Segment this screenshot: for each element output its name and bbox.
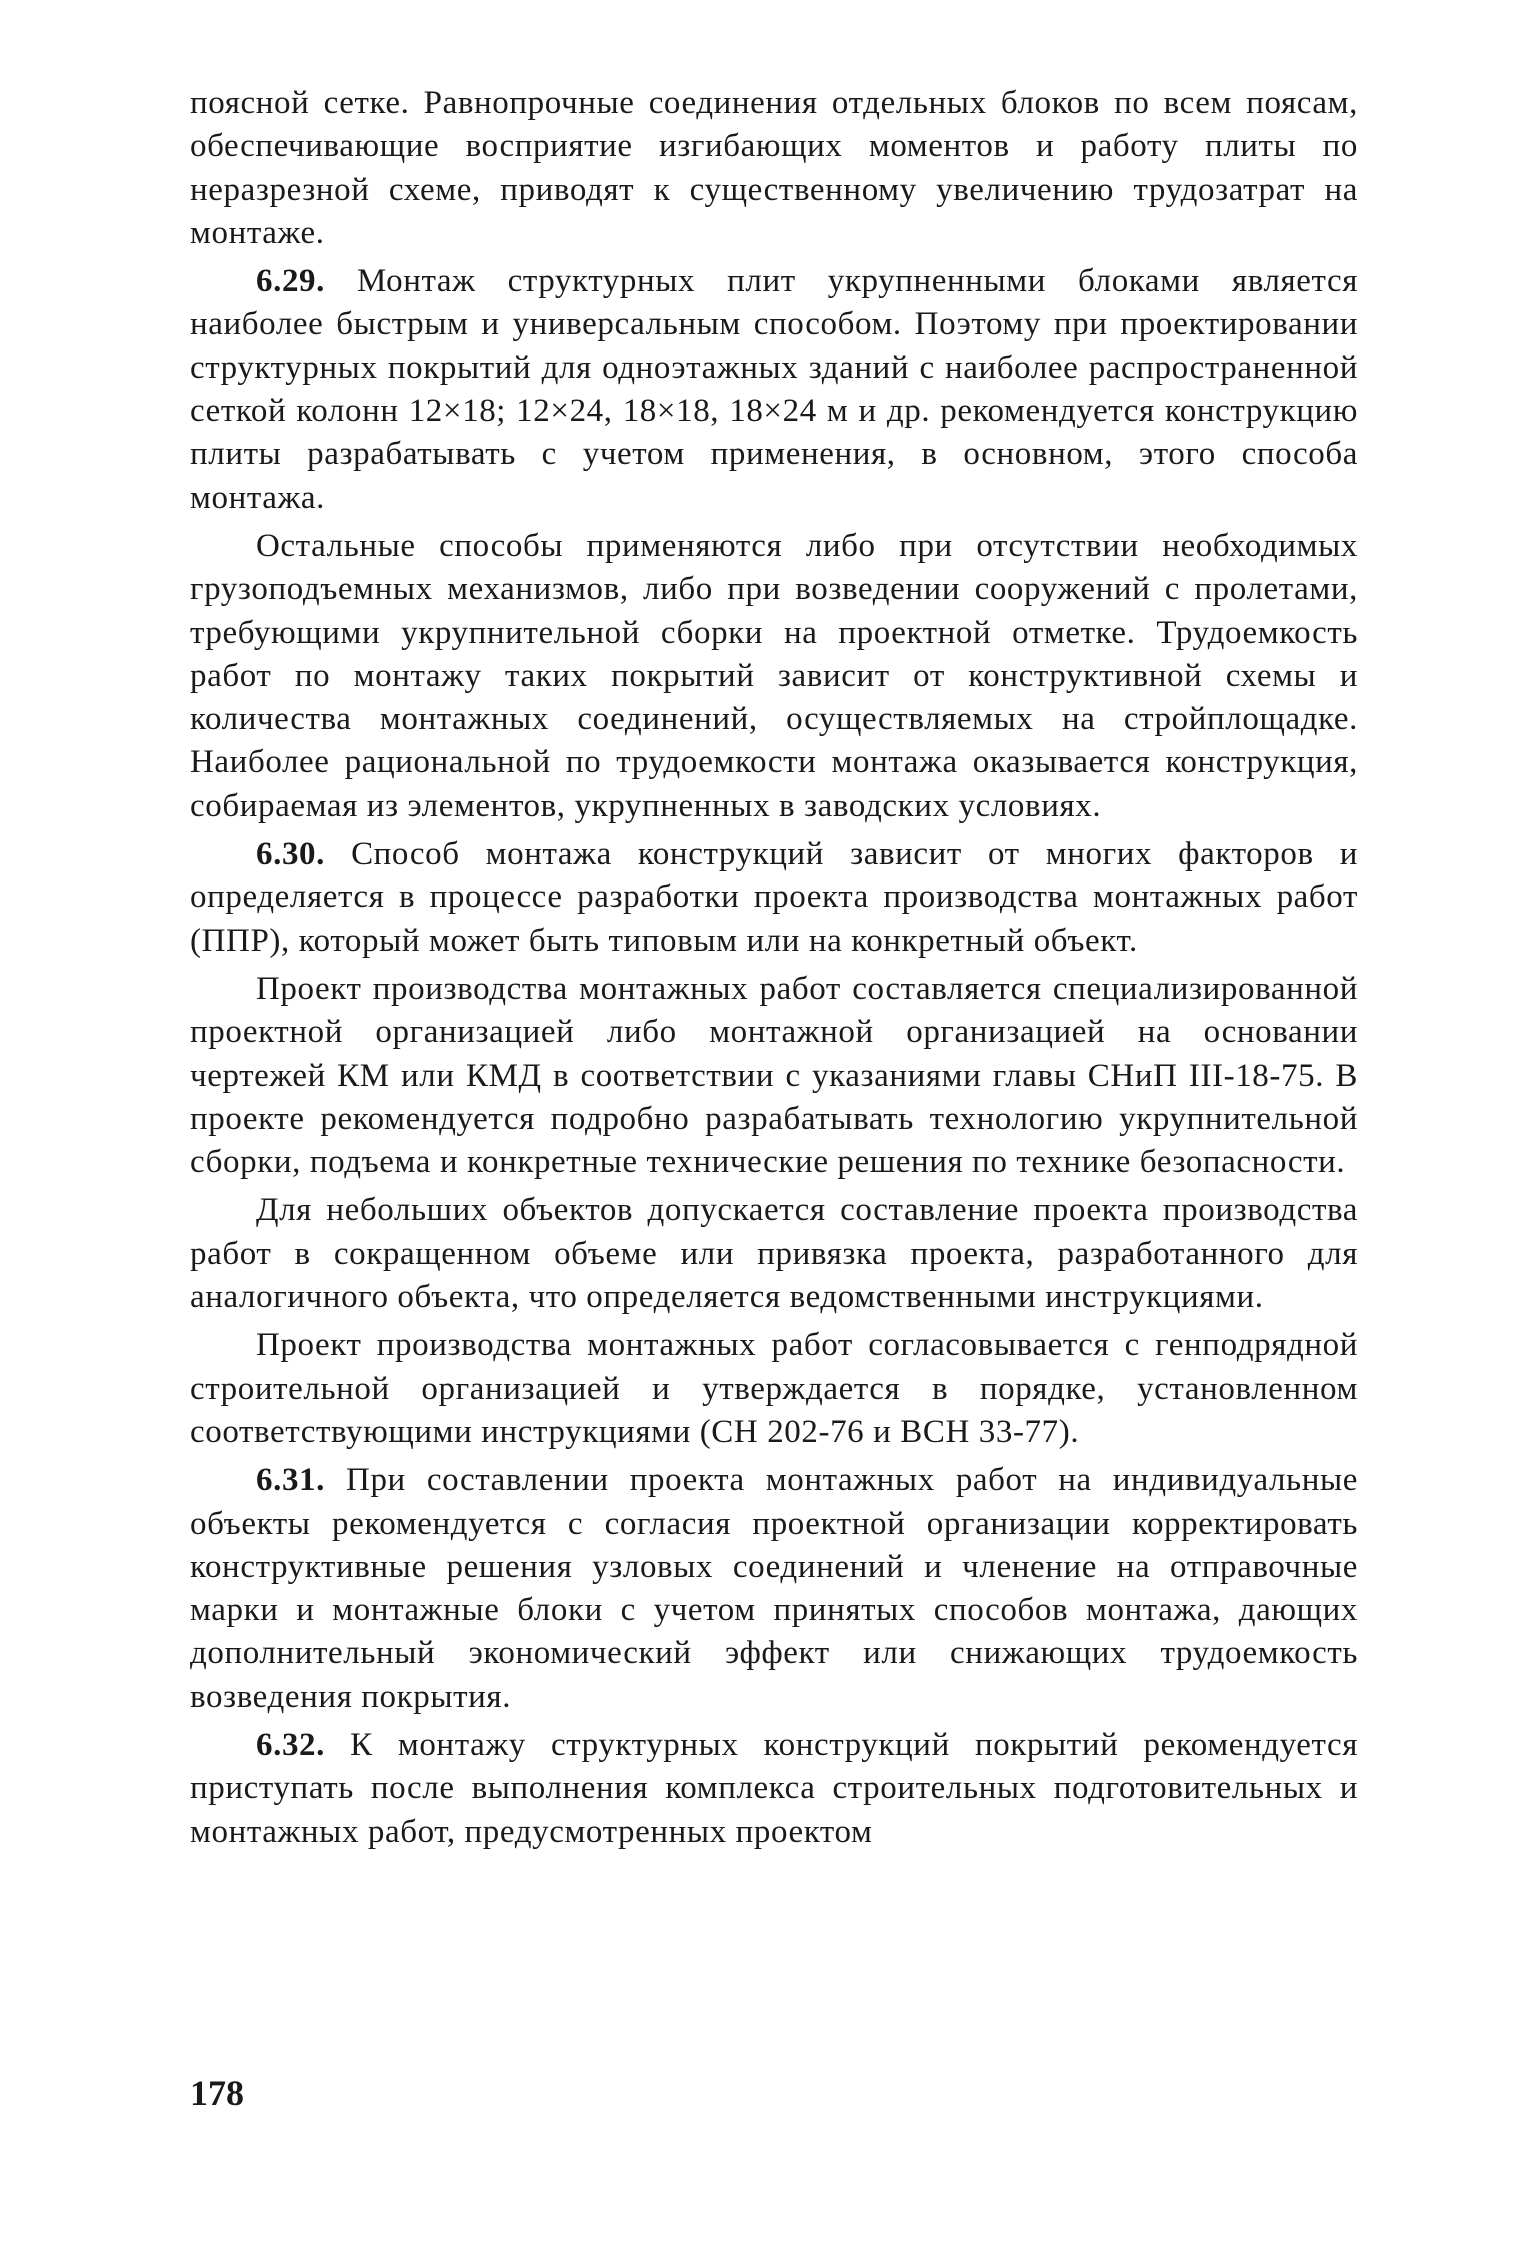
paragraph-6-32: [190, 1724, 1358, 1854]
paragraph-text: При составлении проекта монтажных работ на индивидуальные объекты рекомендуется с согласия проектной организации корректировать конструктивные решения узловых соединений и членение на отправочные марки и монтажные блоки с учетом принятых способов монтажа, дающих дополнительный экономический эффект или снижающих трудоемкость возведения покрытия.: [190, 1462, 1358, 1715]
section-number: 6.30.: [256, 836, 325, 873]
paragraph-text: Для небольших объектов допускается составление проекта производства работ в сокращенном объеме или привязка проекта, разработанного для аналогичного объекта, что определяется ведомственными инструкциями.: [190, 1192, 1358, 1316]
paragraph-6-29: [190, 260, 1358, 520]
paragraph-project-approval: [190, 1324, 1358, 1454]
paragraph-6-31: [190, 1459, 1358, 1719]
paragraph-text: Монтаж структурных плит укрупненными блоками является наиболее быстрым и универсальным способом. Поэтому при проектировании структурных покрытий для одноэтажных зданий с наиболее распространенной сеткой колонн 12×18; 12×24, 18×18, 18×24 м и др. рекомендуется конструкцию плиты разрабатывать с учетом применения, в основном, этого способа монтажа.: [190, 263, 1358, 516]
paragraph-text: Проект производства монтажных работ согласовывается с генподрядной строительной организацией и утверждается в порядке, установленном соответствующими инструкциями (СН 202-76 и ВСН 33-77).: [190, 1327, 1358, 1450]
paragraph-6-30: [190, 833, 1358, 963]
paragraph-small-objects: [190, 1189, 1358, 1319]
paragraph-text: К монтажу структурных конструкций покрытий рекомендуется приступать после выполнения комплекса строительных подготовительных и монтажных работ, предусмотренных проектом: [190, 1726, 1358, 1850]
paragraph-continuation: [190, 82, 1358, 255]
paragraph-project-preparation: [190, 968, 1358, 1184]
paragraph-other-methods: [190, 525, 1358, 828]
paragraph-text: поясной сетке. Равнопрочные соединения отдельных блоков по всем поясам, обеспечивающие восприятие изгибающих моментов и работу плиты по неразрезной схеме, приводят к существенному увеличению трудозатрат на монтаже.: [190, 85, 1358, 251]
section-number: 6.32.: [256, 1726, 325, 1763]
paragraph-text: Остальные способы применяются либо при отсутствии необходимых грузоподъемных механизмов, либо при возведении сооружений с пролетами, требующими укрупнительной сборки на проектной отметке. Трудоемкость работ по монтажу таких покрытий зависит от конструктивной схемы и количества монтажных соединений, осуществляемых на стройплощадке. Наиболее рациональной по трудоемкости монтажа оказывается конструкция, собираемая из элементов, укрупненных в заводских условиях.: [190, 527, 1358, 824]
section-number: 6.29.: [256, 263, 325, 300]
body-text: [190, 82, 1358, 1859]
page-number: 178: [190, 2073, 244, 2113]
section-number: 6.31.: [256, 1462, 325, 1499]
paragraph-text: Проект производства монтажных работ составляется специализированной проектной организацией либо монтажной организацией на основании чертежей КМ или КМД в соответствии с указаниями главы СНиП III-18-75. В проекте рекомендуется подробно разрабатывать технологию укрупнительной сборки, подъема и конкретные технические решения по технике безопасности.: [190, 970, 1358, 1181]
paragraph-text: Способ монтажа конструкций зависит от многих факторов и определяется в процессе разработки проекта производства монтажных работ (ППР), который может быть типовым или на конкретный объект.: [190, 836, 1358, 959]
